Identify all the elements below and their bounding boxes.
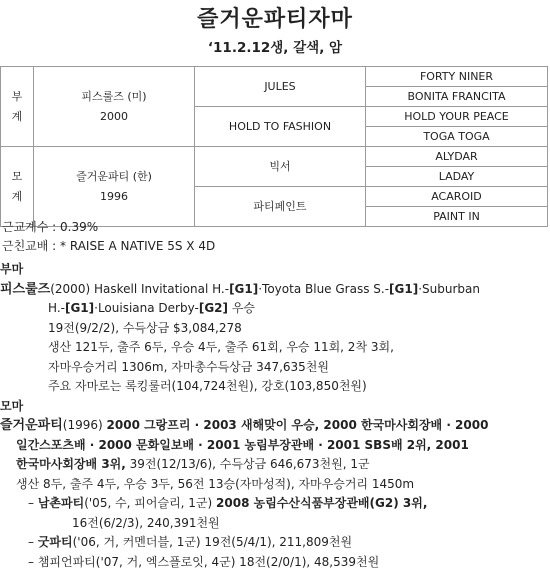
- grade-g1: [G1]: [229, 282, 258, 296]
- offspring-record: 16전(6/2/3), 240,391천원: [0, 514, 550, 534]
- sire-name: 피스룰즈 (미): [34, 87, 194, 107]
- sire-section-header: 부마: [0, 260, 550, 280]
- sire-offspring-distance: 자마우승거리 1306m, 자마총수득상금 347,635천원: [0, 358, 550, 378]
- text-run: 2000 그랑프리 · 2003 새해맞이 우승, 2000 한국마사회장배 · 2000: [107, 418, 489, 432]
- offspring-item: – 챔피언파티('07, 거, 엑스플로잇, 4군) 18전(2/0/1), 48,539천원: [0, 553, 550, 572]
- sire-side-label: [1, 67, 34, 147]
- text-run: 2008 농림수산식품부장관배(G2) 3위,: [216, 496, 427, 510]
- text-run: ·Suburban: [418, 282, 480, 296]
- great-grandparent-cell: ALYDAR: [366, 147, 548, 167]
- text-run: H.-: [48, 301, 65, 315]
- offspring-item: [0, 494, 550, 514]
- sire-summary-line: [0, 280, 550, 300]
- great-grandparent-cell: HOLD YOUR PEACE: [366, 107, 548, 127]
- great-grandparent-cell: TOGA TOGA: [366, 127, 548, 147]
- sire-offspring-stats: 생산 121두, 출주 6두, 우승 4두, 출주 61회, 우승 11회, 2착 3회,: [0, 338, 550, 358]
- inbreeding-coefficient: 근교계수 : 0.39%: [2, 218, 215, 237]
- text-run: 우승: [228, 301, 255, 315]
- dam-name: 즐거운파티 (한): [34, 167, 194, 187]
- record-body: [0, 260, 550, 572]
- text-run: (1996): [63, 418, 107, 432]
- grade-g1: [G1]: [65, 301, 94, 315]
- text-run: ('06, 거, 커멘더블, 1군) 19전(5/4/1), 211,809천원: [73, 535, 352, 549]
- horse-info: ‘11.2.12생, 갈색, 암: [0, 36, 550, 56]
- dam-wins-line: 일간스포츠배 · 2000 문화일보배 · 2001 농림부장관배 · 2001 SBS배 2위, 2001: [0, 436, 550, 456]
- great-grandparent-cell: ACAROID: [366, 187, 548, 207]
- dam-wins-line: [0, 416, 550, 436]
- offspring-name: 남촌파티: [38, 496, 84, 510]
- dam-side-char: 계: [1, 187, 33, 207]
- dam-section-name: 즐거운파티: [0, 418, 63, 433]
- text-run: (2000) Haskell Invitational H.-: [50, 282, 229, 296]
- text-run: ·Toyota Blue Grass S.-: [258, 282, 389, 296]
- sire-race-record: 19전(9/2/2), 수득상금 $3,084,278: [0, 319, 550, 339]
- sire-side-char: 부: [1, 87, 33, 107]
- grandparent-cell: 빅서: [195, 147, 366, 187]
- text-run: 39전(12/13/6), 수득상금 646,673천원, 1군: [126, 457, 370, 471]
- dam-wins-line: [0, 455, 550, 475]
- great-grandparent-cell: BONITA FRANCITA: [366, 87, 548, 107]
- dam-side-char: 모: [1, 167, 33, 187]
- sire-cell: [34, 67, 195, 147]
- pedigree-table: [0, 66, 548, 227]
- sire-section-name: 피스룰즈: [0, 282, 50, 297]
- text-run: –: [28, 535, 38, 549]
- dam-side-label: [1, 147, 34, 227]
- grandparent-cell: HOLD TO FASHION: [195, 107, 366, 147]
- sire-summary-line: [0, 299, 550, 319]
- sire-notable-offspring: 주요 자마로는 록킹룰러(104,724천원), 강호(103,850천원): [0, 377, 550, 397]
- offspring-name: 굿파티: [38, 535, 73, 549]
- dam-cell: [34, 147, 195, 227]
- grade-g1: [G1]: [389, 282, 418, 296]
- dam-year: 1996: [34, 187, 194, 207]
- page-title: 즐거운파티자마: [0, 2, 550, 33]
- sire-side-char: 계: [1, 107, 33, 127]
- breeding-notes: [2, 218, 215, 256]
- dam-offspring-stats: 생산 8두, 출주 4두, 우승 3두, 56전 13승(자마성적), 자마우승거리 1450m: [0, 475, 550, 495]
- grandparent-cell: 파티페인트: [195, 187, 366, 227]
- great-grandparent-cell: LADAY: [366, 167, 548, 187]
- great-grandparent-cell: FORTY NINER: [366, 67, 548, 87]
- dam-section-header: 모마: [0, 397, 550, 417]
- text-run: –: [28, 496, 38, 510]
- text-run: 한국마사회장배 3위,: [16, 457, 126, 471]
- text-run: ('05, 수, 피어슬리, 1군): [84, 496, 216, 510]
- sire-year: 2000: [34, 107, 194, 127]
- great-grandparent-cell: PAINT IN: [366, 207, 548, 227]
- inbreeding-cross: 근친교배 : * RAISE A NATIVE 5S X 4D: [2, 237, 215, 256]
- text-run: ·Louisiana Derby-: [94, 301, 199, 315]
- grandparent-cell: JULES: [195, 67, 366, 107]
- grade-g2: [G2]: [199, 301, 228, 315]
